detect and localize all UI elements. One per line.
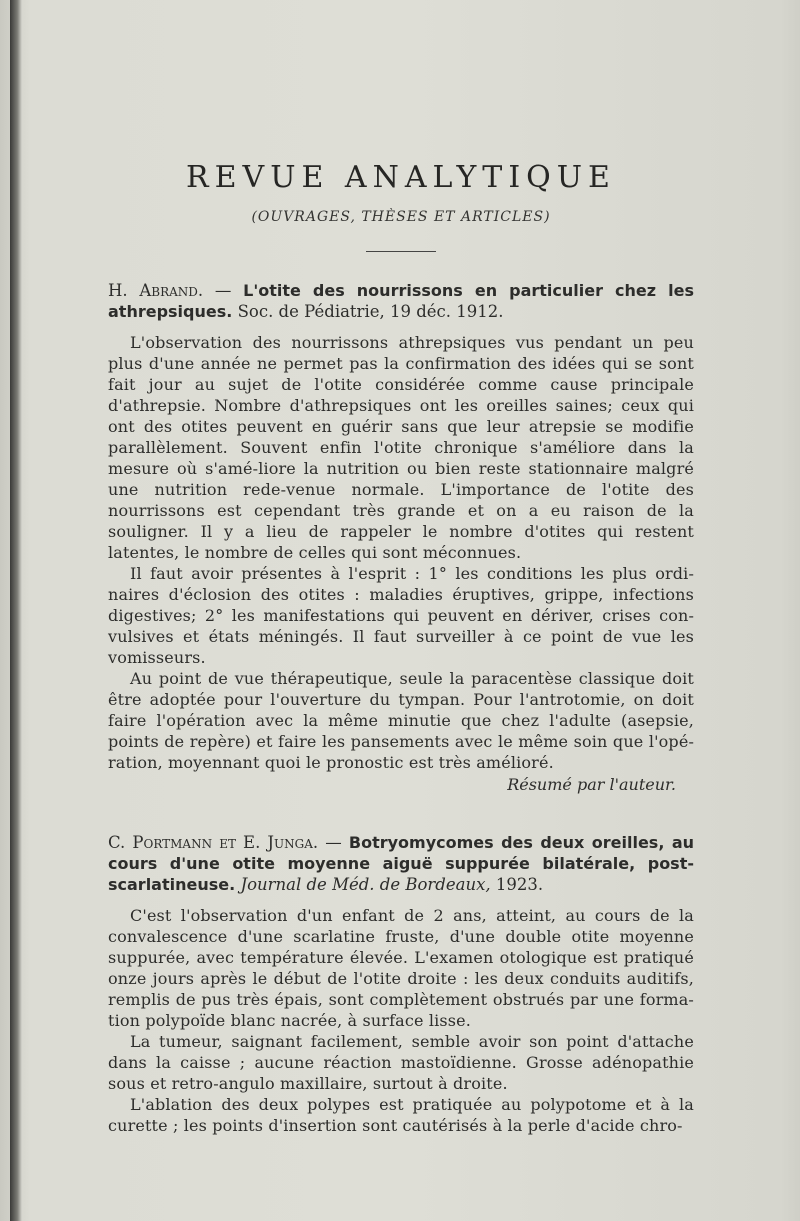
- entry-paragraph: C'est l'observation d'un enfant de 2 ans, atteint, au cours de la convalescence d'une scarlatine fruste, d'une double otite moyenne suppurée, avec température élevée. L'examen otologique est pratiqué onze jours après le début de l'otite droite : les deux conduits auditifs, remplis de pus très épais, sont complètement obstrués par une forma-tion polypoïde blanc nacrée, à surface lisse.: [108, 906, 694, 1030]
- entry-author: H. Abrand.: [108, 281, 204, 300]
- entry-paragraph: Au point de vue thérapeutique, seule la paracentèse classique doit être adoptée pour l'ouverture du tympan. Pour l'antrotomie, on doit faire l'opération avec la même minutie que chez l'adulte (asepsie, points de repère) et faire les pansements avec le même soin que l'opé-ration, moyennant quoi le pronostic est très amélioré.: [108, 669, 694, 772]
- page-content: [108, 160, 694, 1136]
- entry-paragraph: L'observation des nourrissons athrepsiques vus pendant un peu plus d'une année ne permet pas la confirmation des idées qui se sont fait jour au sujet de l'otite considérée comme cause principale d'athrepsie. Nombre d'athrepsiques ont les oreilles saines; ceux qui ont des otites peuvent en guérir sans que leur atrepsie se modifie parallèlement. Souvent enfin l'otite chronique s'améliore dans la mesure où s'amé-liore la nutrition ou bien reste stationnaire malgré une nutrition rede-venue normale. L'importance de l'otite des nourrissons est cependant très grande et on a eu raison de la souligner. Il y a lieu de rappeler le nombre d'otites qui restent latentes, le nombre de celles qui sont méconnues.: [108, 333, 694, 562]
- entry-author: C. Portmann et E. Junga.: [108, 833, 319, 852]
- page-title: REVUE ANALYTIQUE: [186, 160, 616, 195]
- entry-dash: —: [318, 833, 349, 852]
- entry-dash: —: [203, 281, 244, 300]
- title-divider: [366, 251, 436, 252]
- review-entry-abrand: [108, 280, 694, 794]
- review-entry-portmann: [108, 832, 694, 1136]
- entry-article-title: Botryomycomes des deux oreilles, au cours d'une otite moyenne aiguë suppurée bilatérale, post-scarlatineuse.: [108, 833, 695, 894]
- entry-heading: [108, 280, 694, 322]
- entry-paragraph: Il faut avoir présentes à l'esprit : 1° les conditions les plus ordi-naires d'éclosion des otites : maladies éruptives, grippe, infections digestives; 2° les manifestations qui peuvent en dériver, crises con-vulsives et états méningés. Il faut surveiller à ce point de vue les vomisseurs.: [108, 564, 694, 667]
- entry-journal: Journal de Méd. de Bordeaux,: [235, 875, 491, 894]
- entry-paragraph: La tumeur, saignant facilement, semble avoir son point d'attache dans la caisse ; aucune réaction mastoïdienne. Grosse adénopathie sous et retro-angulo maxillaire, surtout à droite.: [108, 1032, 694, 1093]
- entry-source: Soc. de Pédiatrie, 19 déc. 1912.: [232, 302, 504, 321]
- entry-article-title: L'otite des nourrissons en particulier chez les athrepsiques.: [108, 281, 694, 321]
- entry-signature: Résumé par l'auteur.: [507, 775, 676, 794]
- entry-paragraph: L'ablation des deux polypes est pratiquée au polypotome et à la curette ; les points d'insertion sont cautérisés à la perle d'acide chro-: [108, 1095, 694, 1135]
- entry-year: 1923.: [490, 875, 544, 894]
- entry-heading: [108, 832, 694, 895]
- page-binding-edge: [10, 0, 22, 1221]
- page-subtitle: (OUVRAGES, THÈSES ET ARTICLES): [251, 209, 551, 225]
